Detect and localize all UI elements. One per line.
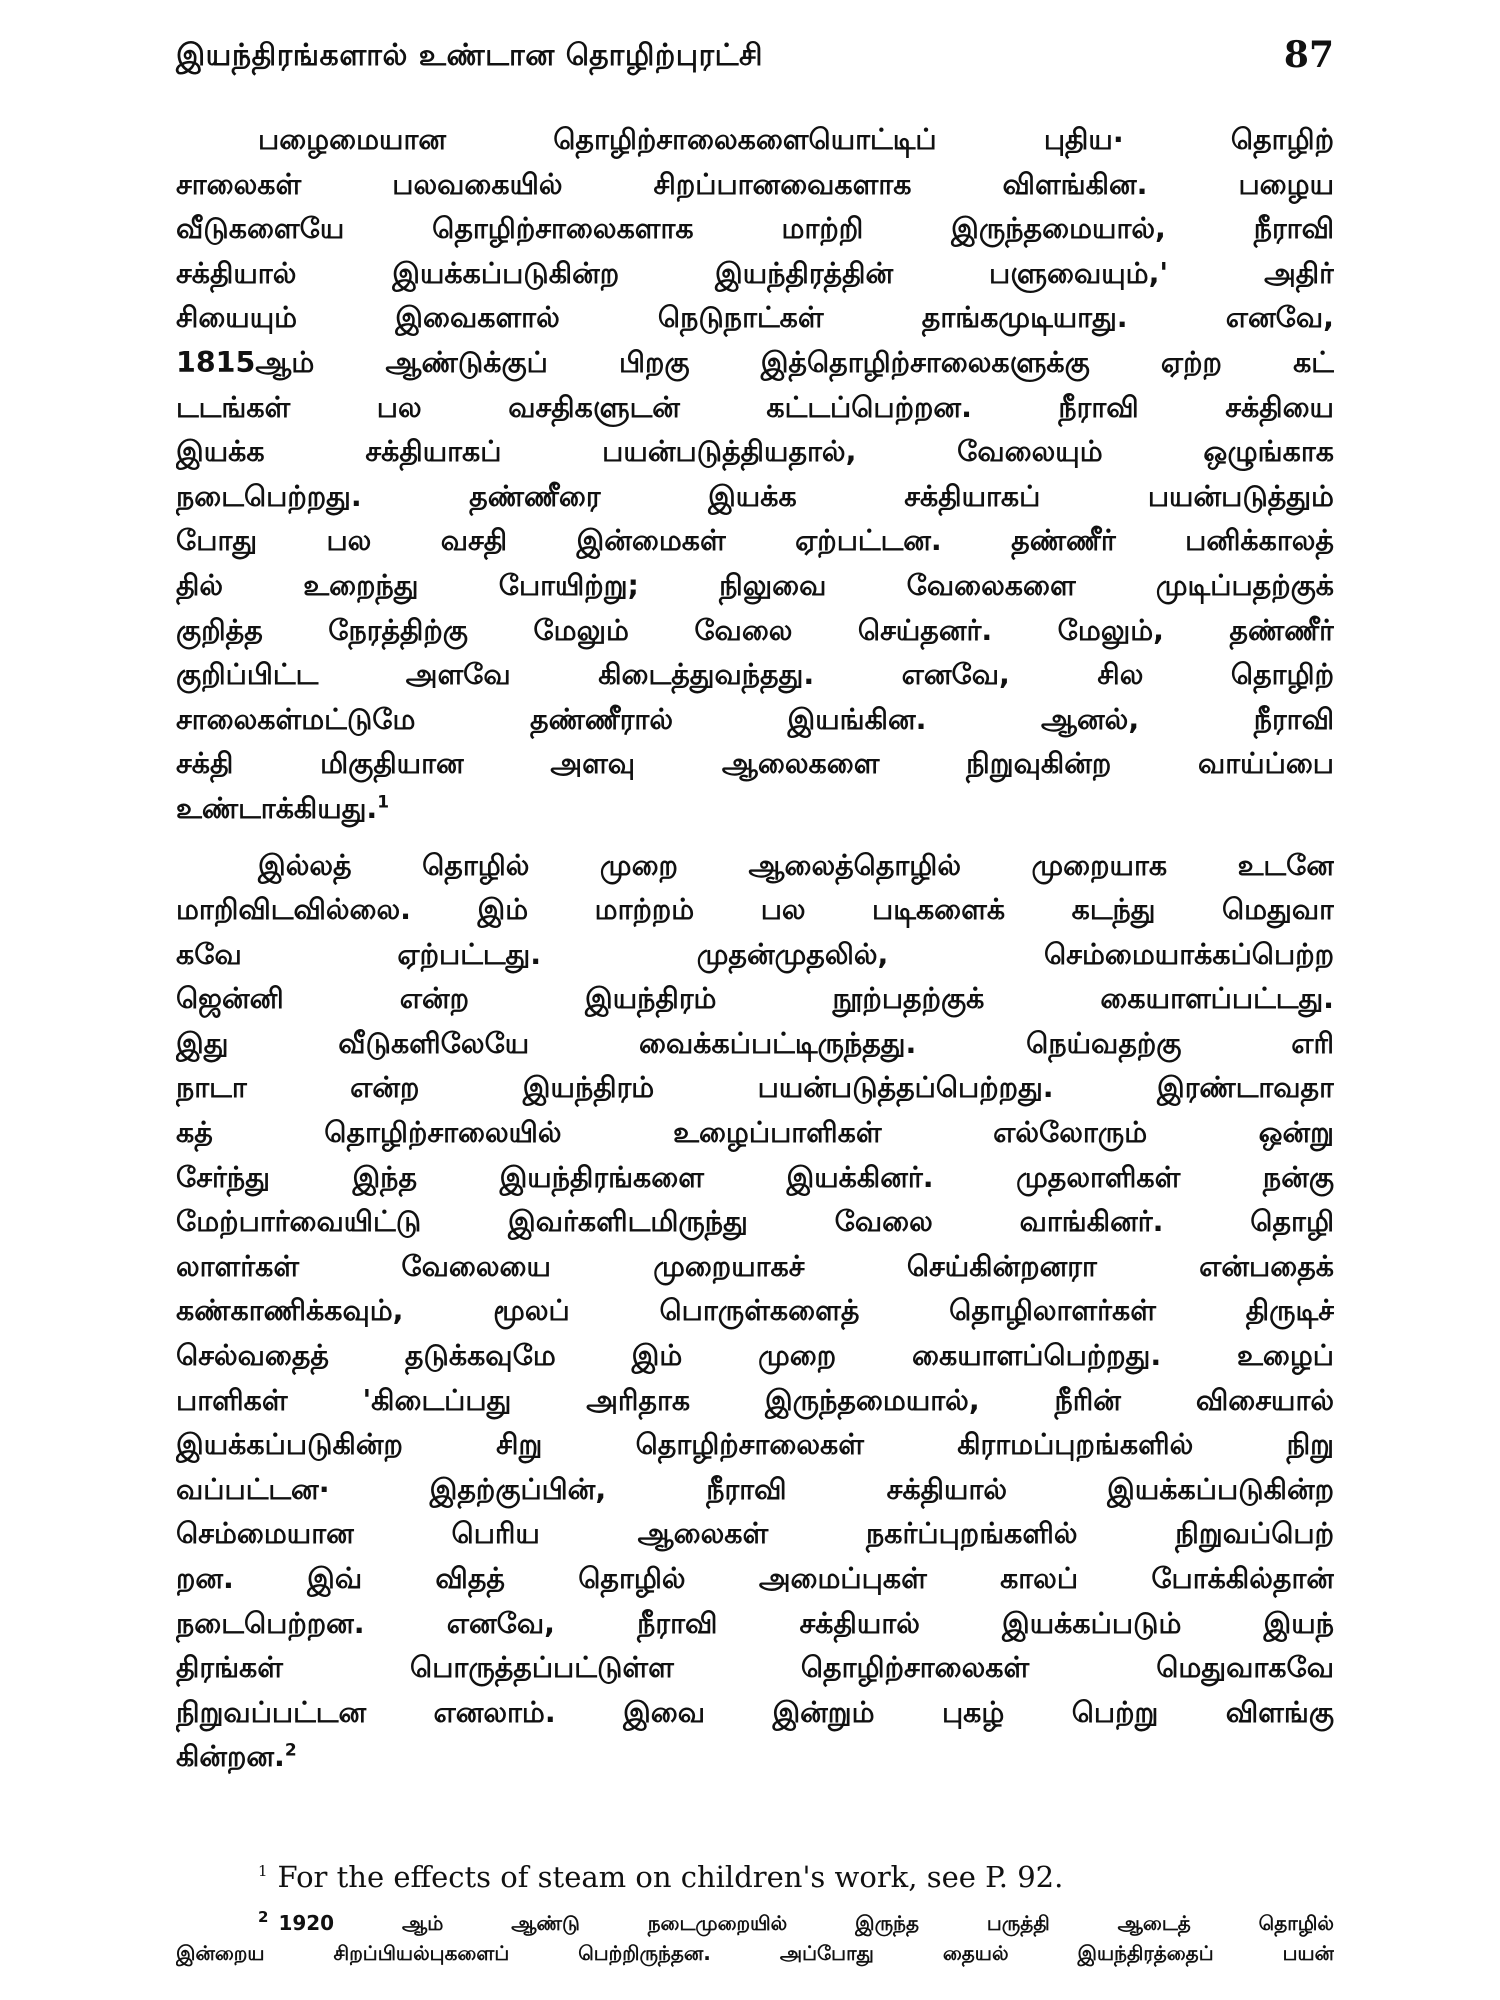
text-line: ஜென்னி என்ற இயந்திரம் நூற்பதற்குக் கையாளப்பட்டது. bbox=[176, 982, 1334, 1016]
text-line: இயக்கப்படுகின்ற சிறு தொழிற்சாலைகள் கிராமப்புறங்களில் நிறு bbox=[176, 1428, 1334, 1462]
line-text: உண்டாக்கியது. bbox=[176, 791, 378, 825]
text-line: பழைமையான தொழிற்சாலைகளையொட்டிப் புதிய· தொழிற் bbox=[258, 123, 1334, 156]
text-line: கண்காணிக்கவும், மூலப் பொருள்களைத் தொழிலாளர்கள் திருடிச் bbox=[176, 1294, 1334, 1328]
footnote-ref-1[interactable]: 1 bbox=[377, 792, 390, 813]
footnote-ref-2[interactable]: 2 bbox=[284, 1740, 297, 1761]
text-line: நடைபெற்றது. தண்ணீரை இயக்க சக்தியாகப் பயன்படுத்தும் bbox=[176, 479, 1334, 513]
page-number: 87 bbox=[1283, 34, 1334, 76]
text-line: தில் உறைந்து போயிற்று; நிலுவை வேலைகளை முடிப்பதற்குக் bbox=[176, 568, 1334, 602]
text-line: போது பல வசதி இன்மைகள் ஏற்பட்டன. தண்ணீர் பனிக்காலத் bbox=[176, 524, 1334, 558]
text-line: குறிப்பிட்ட அளவே கிடைத்துவந்தது. எனவே, சில தொழிற் bbox=[176, 658, 1334, 692]
text-line: வப்பட்டன· இதற்குப்பின், நீராவி சக்தியால் இயக்கப்படுகின்ற bbox=[176, 1472, 1334, 1506]
text-line: சாலைகள்மட்டுமே தண்ணீரால் இயங்கின. ஆனல், நீராவி bbox=[176, 702, 1334, 736]
footnote-marker: 1 bbox=[258, 1862, 268, 1881]
footnote-text: 1920 ஆம் ஆண்டு நடைமுறையில் இருந்த பருத்தி ஆடைத் தொழில் bbox=[278, 1911, 1334, 1935]
paragraph-2 bbox=[176, 844, 1334, 1780]
text-line: 1815ஆம் ஆண்டுக்குப் பிறகு இத்தொழிற்சாலைகளுக்கு ஏற்ற கட் bbox=[176, 345, 1334, 379]
text-line: சக்தி மிகுதியான அளவு ஆலைகளை நிறுவுகின்ற வாய்ப்பை bbox=[176, 747, 1334, 781]
footnote-1 bbox=[176, 1860, 1334, 1894]
footnote-marker: 2 bbox=[258, 1908, 269, 1927]
text-line: டடங்கள் பல வசதிகளுடன் கட்டப்பெற்றன. நீராவி சக்தியை bbox=[176, 390, 1334, 424]
body-text bbox=[176, 118, 1334, 1780]
text-line: கத் தொழிற்சாலையில் உழைப்பாளிகள் எல்லோரும் ஒன்று bbox=[176, 1116, 1334, 1150]
text-line: இல்லத் தொழில் முறை ஆலைத்தொழில் முறையாக உடனே bbox=[258, 848, 1334, 882]
text-line: திரங்கள் பொருத்தப்பட்டுள்ள தொழிற்சாலைகள் மெதுவாகவே bbox=[176, 1651, 1334, 1685]
footnote-line: இன்றைய சிறப்பியல்புகளைப் பெற்றிருந்தன. அப்போது தையல் இயந்திரத்தைப் பயன் bbox=[176, 1941, 1334, 1965]
text-line: சக்தியால் இயக்கப்படுகின்ற இயந்திரத்தின் பளுவையும்,' அதிர் bbox=[176, 256, 1334, 290]
text-line: றன. இவ் விதத் தொழில் அமைப்புகள் காலப் போக்கில்தான் bbox=[176, 1562, 1334, 1595]
text-line bbox=[176, 1735, 1334, 1780]
footnote-line bbox=[176, 1908, 1334, 1938]
text-line: லாளர்கள் வேலையை முறையாகச் செய்கின்றனரா என்பதைக் bbox=[176, 1249, 1334, 1283]
text-line: இயக்க சக்தியாகப் பயன்படுத்தியதால், வேலையும் ஒழுங்காக bbox=[176, 435, 1334, 469]
text-line: சாலைகள் பலவகையில் சிறப்பானவைகளாக விளங்கின. பழைய bbox=[176, 167, 1334, 201]
text-line: நடைபெற்றன. எனவே, நீராவி சக்தியால் இயக்கப்படும் இயந் bbox=[176, 1606, 1334, 1640]
text-line: கவே ஏற்பட்டது. முதன்முதலில், செம்மையாக்கப்பெற்ற bbox=[176, 937, 1334, 971]
text-line: சியையும் இவைகளால் நெடுநாட்கள் தாங்கமுடியாது. எனவே, bbox=[176, 301, 1334, 335]
text-line: சேர்ந்து இந்த இயந்திரங்களை இயக்கினர். முதலாளிகள் நன்கு bbox=[176, 1160, 1334, 1194]
text-line: செம்மையான பெரிய ஆலைகள் நகர்ப்புறங்களில் நிறுவப்பெற் bbox=[176, 1517, 1334, 1551]
text-line: செல்வதைத் தடுக்கவுமே இம் முறை கையாளப்பெற்றது. உழைப் bbox=[176, 1339, 1334, 1373]
footnote-text: For the effects of steam on children's work, see P. 92. bbox=[277, 1860, 1064, 1894]
text-line: இது வீடுகளிலேயே வைக்கப்பட்டிருந்தது. நெய்வதற்கு எரி bbox=[176, 1026, 1334, 1060]
text-line: மேற்பார்வையிட்டு இவர்களிடமிருந்து வேலை வாங்கினர். தொழி bbox=[176, 1205, 1334, 1239]
text-line: மாறிவிடவில்லை. இம் மாற்றம் பல படிகளைக் கடந்து மெதுவா bbox=[176, 893, 1334, 927]
text-line: வீடுகளையே தொழிற்சாலைகளாக மாற்றி இருந்தமையால், நீராவி bbox=[176, 212, 1334, 246]
line-text: கின்றன. bbox=[176, 1740, 285, 1774]
text-line: நிறுவப்பட்டன எனலாம். இவை இன்றும் புகழ் பெற்று விளங்கு bbox=[176, 1695, 1334, 1729]
text-line: பாளிகள் 'கிடைப்பது அரிதாக இருந்தமையால், நீரின் விசையால் bbox=[176, 1383, 1334, 1417]
text-line: நாடா என்ற இயந்திரம் பயன்படுத்தப்பெற்றது. இரண்டாவதா bbox=[176, 1071, 1334, 1105]
text-line bbox=[176, 787, 1334, 832]
text-line: குறித்த நேரத்திற்கு மேலும் வேலை செய்தனர். மேலும், தண்ணீர் bbox=[176, 613, 1334, 647]
paragraph-1 bbox=[176, 118, 1334, 832]
footnote-2 bbox=[176, 1908, 1334, 1968]
page-header bbox=[176, 34, 1334, 88]
running-title: இயந்திரங்களால் உண்டான தொழிற்புரட்சி bbox=[176, 38, 763, 73]
